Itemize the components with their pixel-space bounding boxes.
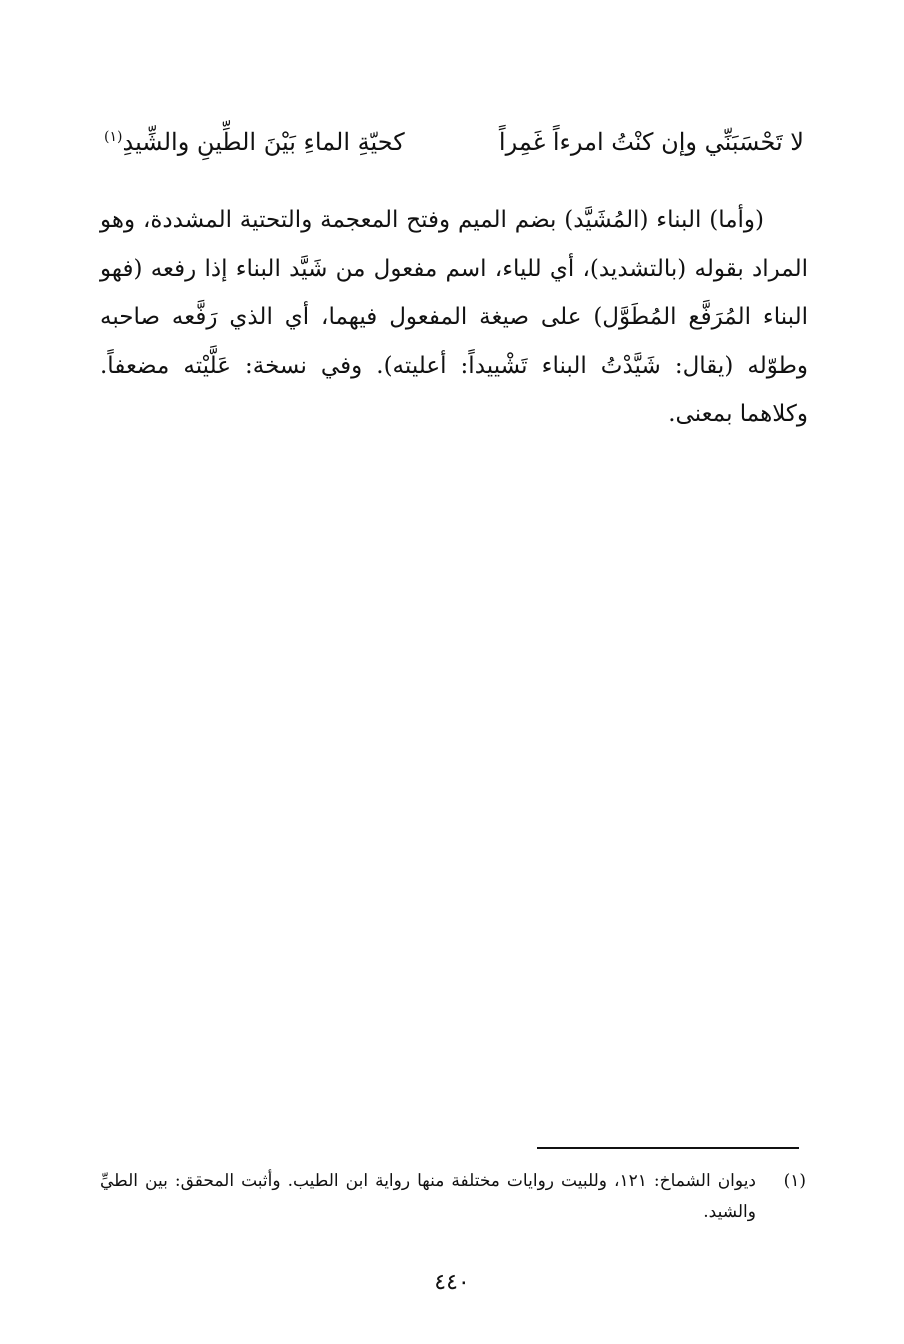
poetry-verse	[104, 120, 804, 164]
commentary-paragraph: (وأما) البناء (المُشَيَّد) بضم الميم وفتح المعجمة والتحتية المشددة، وهو المراد بقوله (بالتشديد)، أي للياء، اسم مفعول من شَيَّد البناء إذا رفعه (فهو البناء المُرَفَّع المُطَوَّل) على صيغة المفعول فيهما، أي الذي رَفَّعه صاحبه وطوّله (يقال: شَيَّدْتُ البناء تَشْييداً: أعليته). وفي نسخة: عَلَّيْته مضعفاً. وكلاهما بمعنى.	[100, 207, 808, 427]
footnote-separator-rule	[537, 1147, 799, 1149]
verse-second-hemistich-wrap	[104, 120, 405, 164]
footnote-number: (١)	[783, 1171, 806, 1191]
page-number: ٤٤٠	[434, 1270, 470, 1295]
footnote-reference-marker: (١)	[104, 129, 123, 145]
footnote-text: ديوان الشماخ: ١٢١، وللبيت روايات مختلفة منها رواية ابن الطيب. وأثبت المحقق: بين الطيِّ والشيد.	[100, 1171, 756, 1222]
commentary-text	[100, 196, 808, 439]
verse-second-hemistich: كحيّةِ الماءِ بَيْنَ الطِّينِ والشِّيدِ	[122, 128, 405, 156]
verse-first-hemistich: لا تَحْسَبَنِّي وإن كنْتُ امرءاً غَمِراً	[498, 128, 804, 156]
footnote	[100, 1166, 806, 1228]
